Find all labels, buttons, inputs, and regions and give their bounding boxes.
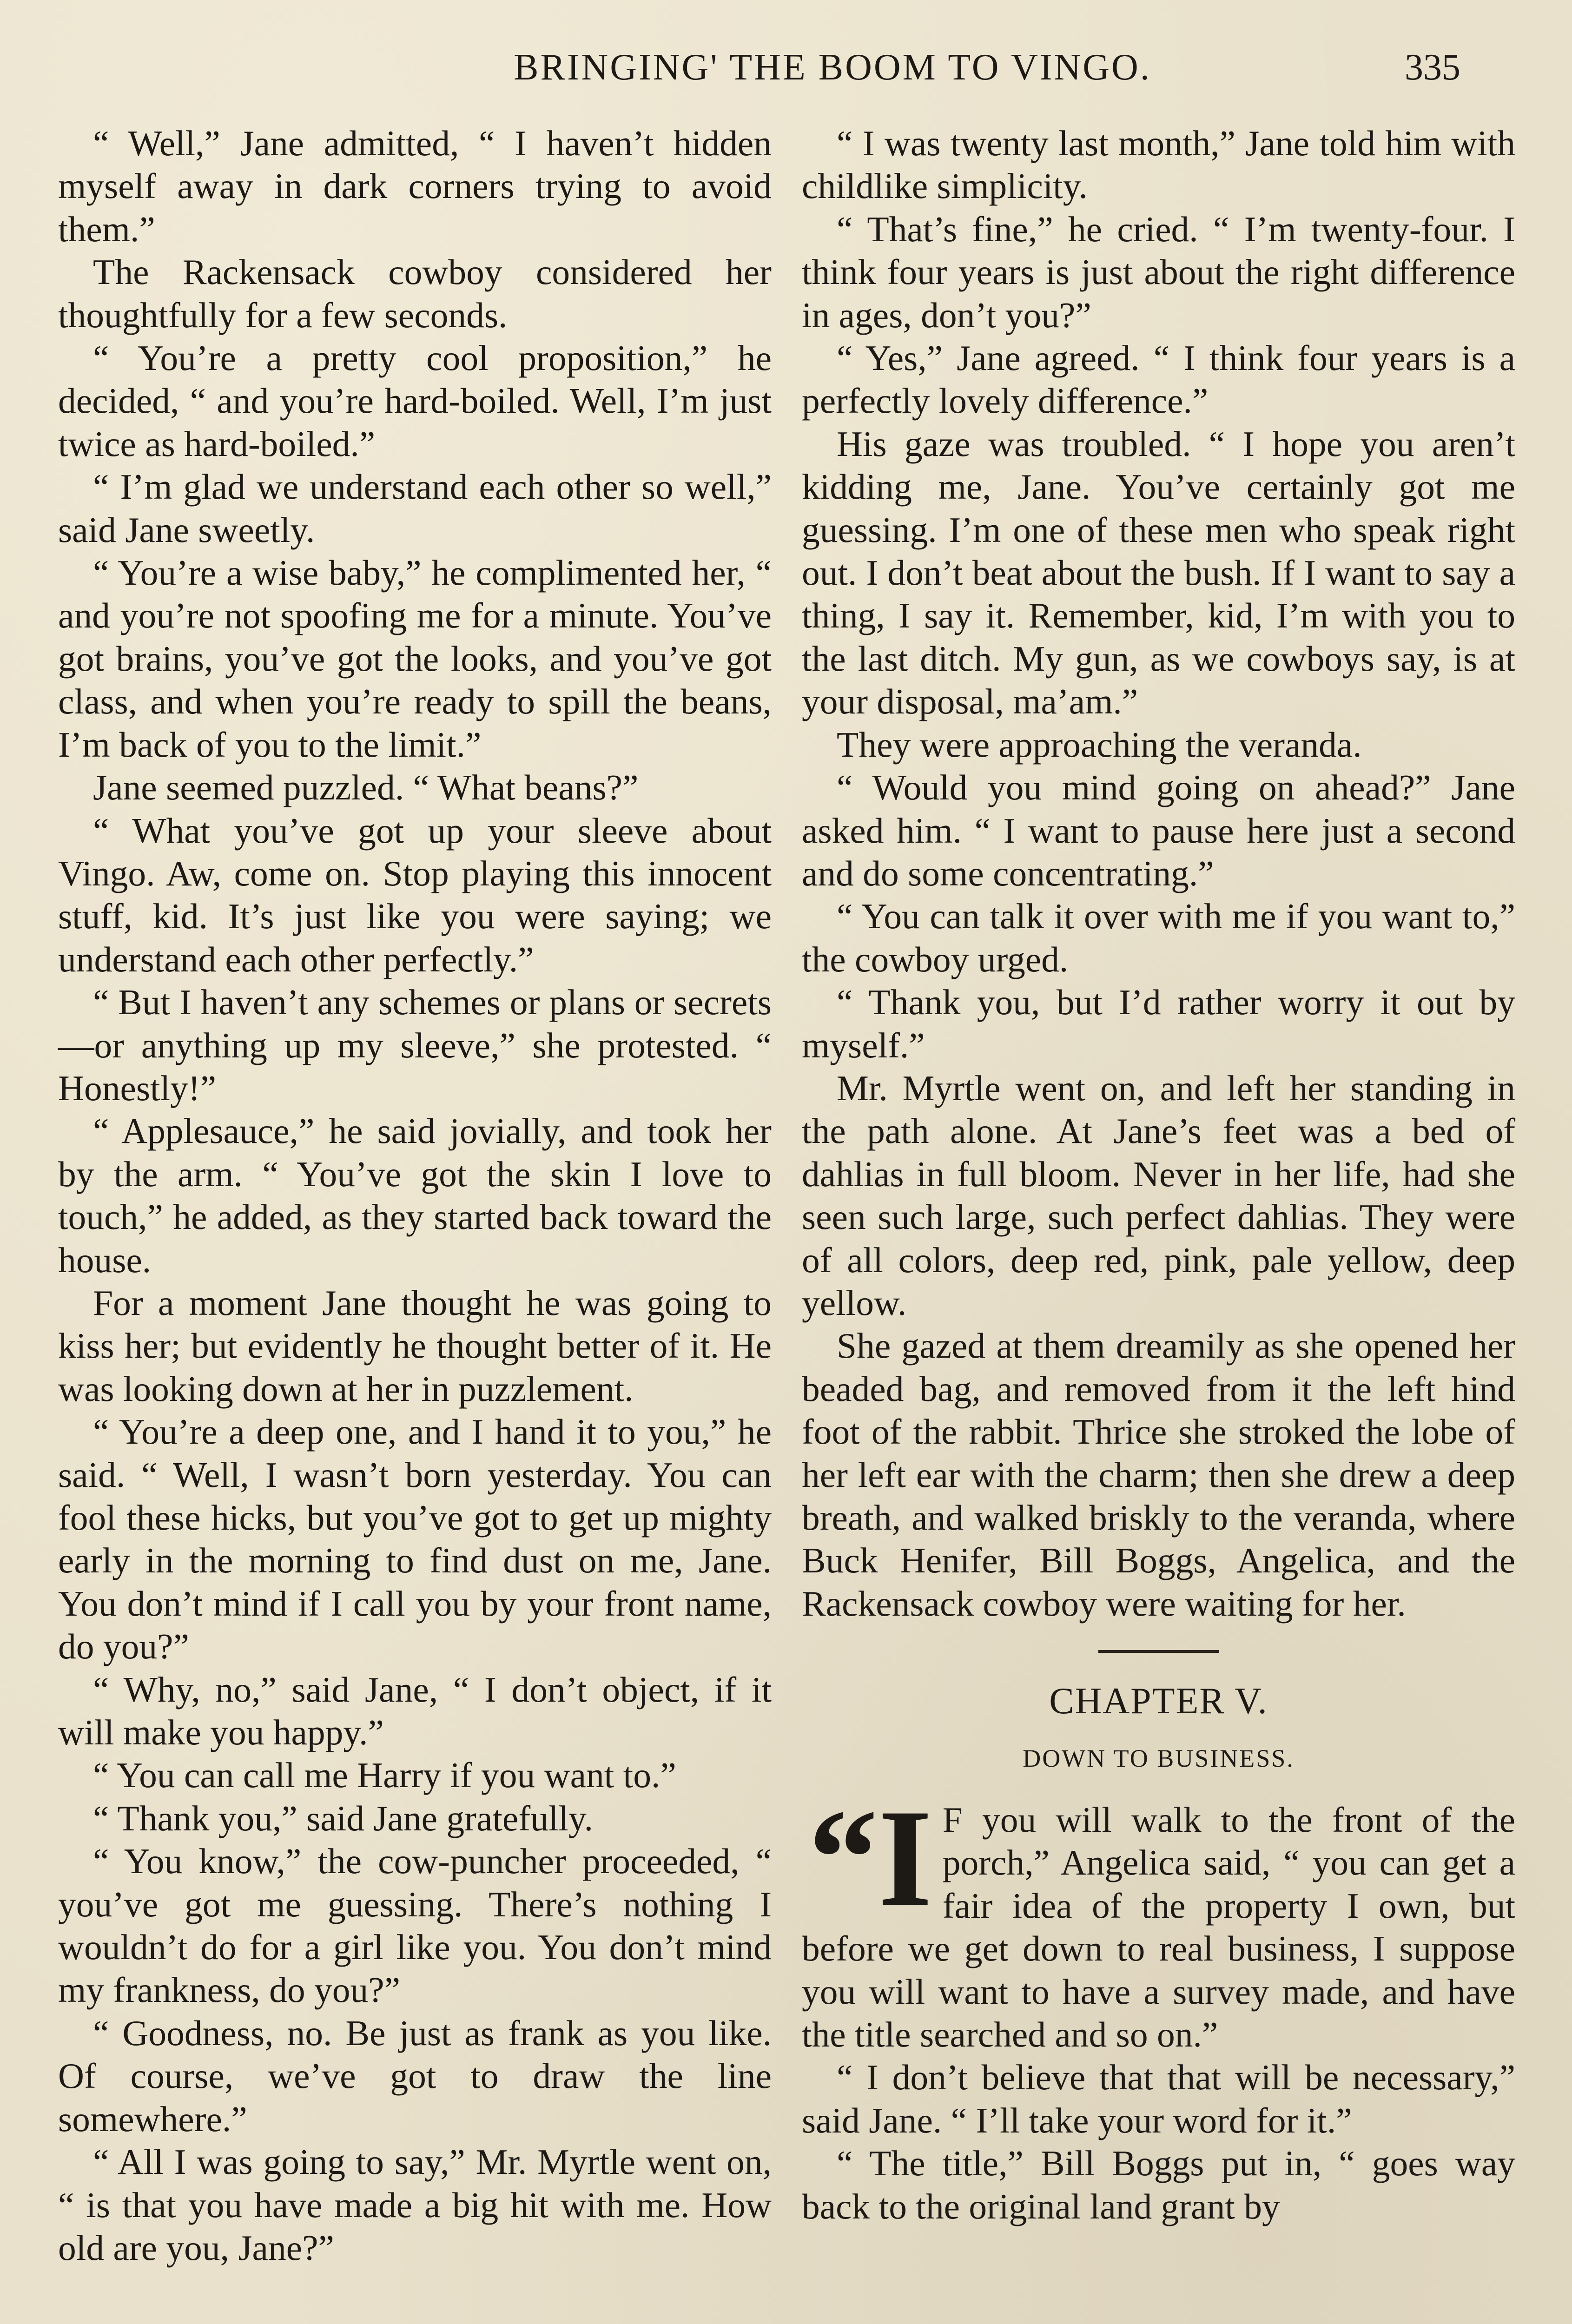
- chapter-title: CHAPTER V.: [1049, 1681, 1268, 1722]
- chapter-opening-paragraph: [802, 1781, 1515, 2056]
- paragraph: “ Yes,” Jane agreed. “ I think four years is a perfectly lovely difference.”: [802, 338, 1515, 421]
- paragraph: “ All I was going to say,” Mr. Myrtle went on, “ is that you have made a big hit with me. How old are you, Jane?”: [58, 2142, 772, 2268]
- paragraph: “ The title,” Bill Boggs put in, “ goes way back to the original land grant by: [802, 2143, 1515, 2226]
- page-number: 335: [1405, 47, 1460, 88]
- running-head: BRINGING' THE BOOM TO VINGO.: [514, 47, 1151, 88]
- paragraph: “ What you’ve got up your sleeve about Vingo. Aw, come on. Stop playing this innocent stuff, kid. It’s just like you were saying; we understand each other perfectly.”: [58, 810, 772, 979]
- paragraph: “ Would you mind going on ahead?” Jane asked him. “ I want to pause here just a second and do some concentrating.”: [802, 767, 1515, 893]
- left-column: [58, 122, 772, 2269]
- paragraph: “ Applesauce,” he said jovially, and took her by the arm. “ You’ve got the skin I love to touch,” he added, as they started back toward the house.: [58, 1111, 772, 1280]
- paragraph: “ I’m glad we understand each other so well,” said Jane sweetly.: [58, 467, 772, 550]
- paragraph: “ That’s fine,” he cried. “ I’m twenty-four. I think four years is just about the right difference in ages, don’t you?”: [802, 209, 1515, 335]
- page-header: [56, 46, 1516, 93]
- paragraph: “ You’re a deep one, and I hand it to you,” he said. “ Well, I wasn’t born yesterday. You can fool these hicks, but you’ve got to get up mighty early in the morning to find dust on me, Jane. You don’t mind if I call you by your front name, do you?”: [58, 1412, 772, 1667]
- paragraph: His gaze was troubled. “ I hope you aren’t kidding me, Jane. You’ve certainly got me guessing. I’m one of these men who speak right out. I don’t beat about the bush. If I want to say a thing, I say it. Remember, kid, I’m with you to the last ditch. My gun, as we cowboys say, is at your disposal, ma’am.”: [802, 423, 1515, 722]
- paragraph: “ Why, no,” said Jane, “ I don’t object, if it will make you happy.”: [58, 1669, 772, 1753]
- paragraph: “ You know,” the cow-puncher proceeded, “ you’ve got me guessing. There’s nothing I wouldn’t do for a girl like you. You don’t mind my frankness, do you?”: [58, 1841, 772, 2010]
- right-column: [802, 122, 1515, 2228]
- paragraph: “ You’re a pretty cool proposition,” he decided, “ and you’re hard-boiled. Well, I’m just twice as hard-boiled.”: [58, 338, 772, 464]
- section-divider: [1098, 1650, 1219, 1653]
- paragraph: “ You can call me Harry if you want to.”: [93, 1755, 676, 1796]
- paragraph: Jane seemed puzzled. “ What beans?”: [93, 767, 639, 808]
- paragraph: For a moment Jane thought he was going to kiss her; but evidently he thought better of it. He was looking down at her in puzzlement.: [58, 1282, 772, 1409]
- paragraph: She gazed at them dreamily as she opened her beaded bag, and removed from it the left hind foot of the rabbit. Thrice she stroked the lobe of her left ear with the charm; then she drew a deep breath, and walked briskly to the veranda, where Buck Henifer, Bill Boggs, Angelica, and the Rackensack cowboy were waiting for her.: [802, 1326, 1515, 1624]
- chapter-subtitle: DOWN TO BUSINESS.: [1023, 1744, 1295, 1772]
- paragraph: “ Thank you, but I’d rather worry it out by myself.”: [802, 982, 1515, 1065]
- paragraph: The Rackensack cowboy considered her thoughtfully for a few seconds.: [58, 252, 772, 335]
- paragraph: They were approaching the veranda.: [837, 724, 1362, 765]
- opening-text: F you will walk to the front of the porch,” Angelica said, “ you can get a fair idea of the property I own, but before we get down to real business, I suppose you will want to have a survey made, and have the title searched and so on.”: [802, 1800, 1515, 2055]
- drop-cap: [808, 1781, 932, 1935]
- paragraph: “ You’re a wise baby,” he complimented her, “ and you’re not spoofing me for a minute. You’ve got brains, you’ve got the looks, and you’ve got class, and when you’re ready to spill the beans, I’m back of you to the limit.”: [58, 553, 772, 765]
- paragraph: “ I don’t believe that that will be necessary,” said Jane. “ I’ll take your word for it.”: [802, 2057, 1515, 2140]
- paragraph: “ I was twenty last month,” Jane told him with childlike simplicity.: [802, 123, 1515, 206]
- paragraph: “ Goodness, no. Be just as frank as you like. Of course, we’ve got to draw the line somewhere.”: [58, 2013, 772, 2139]
- drop-cap-letter: I: [878, 1781, 932, 1935]
- paragraph: “ Well,” Jane admitted, “ I haven’t hidden myself away in dark corners trying to avoid them.”: [58, 123, 772, 249]
- paragraph: “ You can talk it over with me if you want to,” the cowboy urged.: [802, 896, 1515, 979]
- paragraph: “ Thank you,” said Jane gratefully.: [93, 1798, 594, 1838]
- paragraph: Mr. Myrtle went on, and left her standing in the path alone. At Jane’s feet was a bed of dahlias in full bloom. Never in her life, had she seen such large, such perfect dahlias. They were of all colors, deep red, pink, pale yellow, deep yellow.: [802, 1068, 1515, 1323]
- drop-cap-quote: “: [808, 1781, 878, 1935]
- paragraph: “ But I haven’t any schemes or plans or secrets—or anything up my sleeve,” she protested. “ Honestly!”: [58, 982, 772, 1108]
